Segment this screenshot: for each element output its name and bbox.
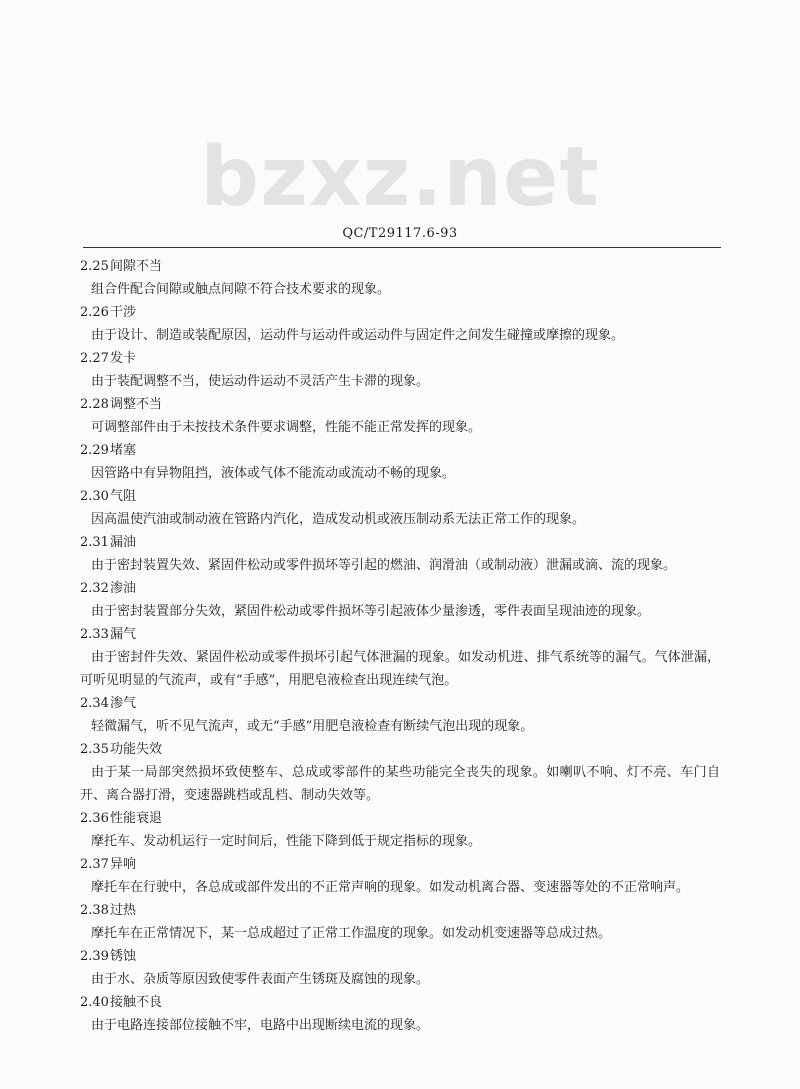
term-heading (80, 531, 720, 554)
term-name: 过热 (110, 903, 137, 918)
definition-entry (80, 991, 720, 1037)
term-heading (80, 301, 720, 324)
watermark: bzxz.net (200, 130, 600, 225)
term-heading (80, 255, 720, 278)
term-name: 漏气 (110, 627, 137, 642)
term-definition: 摩托车在行驶中，各总成或部件发出的不正常声响的现象。如发动机离合器、变速器等处的不正常响声。 (91, 880, 690, 895)
term-heading (80, 577, 720, 600)
term-definition: 摩托车在正常情况下，某一总成超过了正常工作温度的现象。如发动机变速器等总成过热。 (91, 926, 612, 941)
definition-entry (80, 899, 720, 945)
definition-entry (80, 623, 720, 692)
term-definition: 因高温使汽油或制动液在管路内汽化，造成发动机或液压制动系无法正常工作的现象。 (91, 512, 586, 527)
definition-entry (80, 577, 720, 623)
term-definition: 组合件配合间隙或触点间隙不符合技术要求的现象。 (91, 282, 391, 297)
term-name: 功能失效 (110, 742, 163, 757)
term-number: 2.33 (80, 627, 109, 642)
definition-entry (80, 347, 720, 393)
term-number: 2.27 (80, 351, 109, 366)
term-definition: 由于设计、制造或装配原因，运动件与运动件或运动件与固定件之间发生碰撞或摩擦的现象。 (91, 328, 625, 343)
term-heading (80, 393, 720, 416)
term-heading (80, 347, 720, 370)
term-number: 2.39 (80, 949, 109, 964)
definition-list (80, 255, 720, 1037)
term-name: 渗气 (110, 696, 137, 711)
term-heading (80, 945, 720, 968)
term-definition: 由于水、杂质等原因致使零件表面产生锈斑及腐蚀的现象。 (91, 972, 430, 987)
definition-entry (80, 393, 720, 439)
term-heading (80, 738, 720, 761)
term-name: 堵塞 (110, 443, 137, 458)
term-name: 发卡 (110, 351, 137, 366)
term-number: 2.29 (80, 443, 109, 458)
term-name: 调整不当 (110, 397, 163, 412)
term-number: 2.38 (80, 903, 109, 918)
term-number: 2.25 (80, 259, 109, 274)
definition-entry (80, 485, 720, 531)
term-definition: 由于密封装置部分失效，紧固件松动或零件损坏等引起液体少量渗透，零件表面呈现油迹的现象。 (91, 604, 651, 619)
term-heading (80, 485, 720, 508)
definition-entry (80, 738, 720, 807)
term-heading (80, 807, 720, 830)
term-number: 2.40 (80, 995, 109, 1010)
term-name: 锈蚀 (110, 949, 137, 964)
term-name: 间隙不当 (110, 259, 163, 274)
term-name: 接触不良 (110, 995, 163, 1010)
term-number: 2.37 (80, 857, 109, 872)
term-number: 2.28 (80, 397, 109, 412)
term-name: 漏油 (110, 535, 137, 550)
term-number: 2.34 (80, 696, 109, 711)
term-definition: 摩托车、发动机运行一定时间后，性能下降到低于规定指标的现象。 (91, 834, 482, 849)
term-definition: 由于电路连接部位接触不牢，电路中出现断续电流的现象。 (91, 1018, 430, 1033)
definition-entry (80, 531, 720, 577)
term-name: 性能衰退 (110, 811, 163, 826)
header-divider (83, 247, 721, 248)
term-number: 2.36 (80, 811, 109, 826)
term-definition: 由于装配调整不当，使运动件运动不灵活产生卡滞的现象。 (91, 374, 430, 389)
term-number: 2.32 (80, 581, 109, 596)
term-heading (80, 623, 720, 646)
definition-entry (80, 807, 720, 853)
definition-entry (80, 692, 720, 738)
definition-entry (80, 301, 720, 347)
term-name: 渗油 (110, 581, 137, 596)
term-number: 2.31 (80, 535, 109, 550)
term-heading (80, 853, 720, 876)
term-definition: 可调整部件由于未按技术条件要求调整，性能不能正常发挥的现象。 (91, 420, 482, 435)
term-name: 异响 (110, 857, 137, 872)
term-heading (80, 991, 720, 1014)
term-number: 2.26 (80, 305, 109, 320)
term-definition: 轻微漏气，听不见气流声，或无“手感”用肥皂液检查有断续气泡出现的现象。 (91, 719, 534, 734)
term-name: 气阻 (110, 489, 137, 504)
term-definition: 因管路中有异物阻挡，液体或气体不能流动或流动不畅的现象。 (91, 466, 456, 481)
term-heading (80, 439, 720, 462)
definition-entry (80, 945, 720, 991)
definition-entry (80, 439, 720, 485)
term-heading (80, 899, 720, 922)
term-heading (80, 692, 720, 715)
term-number: 2.30 (80, 489, 109, 504)
term-number: 2.35 (80, 742, 109, 757)
term-definition: 由于密封装置失效、紧固件松动或零件损坏等引起的燃油、润滑油（或制动液）泄漏或滴、流的现象。 (91, 558, 677, 573)
term-name: 干涉 (110, 305, 137, 320)
definition-entry (80, 255, 720, 301)
term-definition: 由于密封件失效、紧固件松动或零件损坏引起气体泄漏的现象。如发动机进、排气系统等的漏气。气体泄漏，可听见明显的气流声，或有“手感”，用肥皂液检查出现连续气泡。 (80, 650, 720, 688)
standard-number-header: QC/T29117.6-93 (342, 226, 458, 241)
term-definition: 由于某一局部突然损坏致使整车、总成或零部件的某些功能完全丧失的现象。如喇叭不响、灯不亮、车门自开、离合器打滑，变速器跳档或乱档、制动失效等。 (80, 765, 720, 803)
definition-entry (80, 853, 720, 899)
